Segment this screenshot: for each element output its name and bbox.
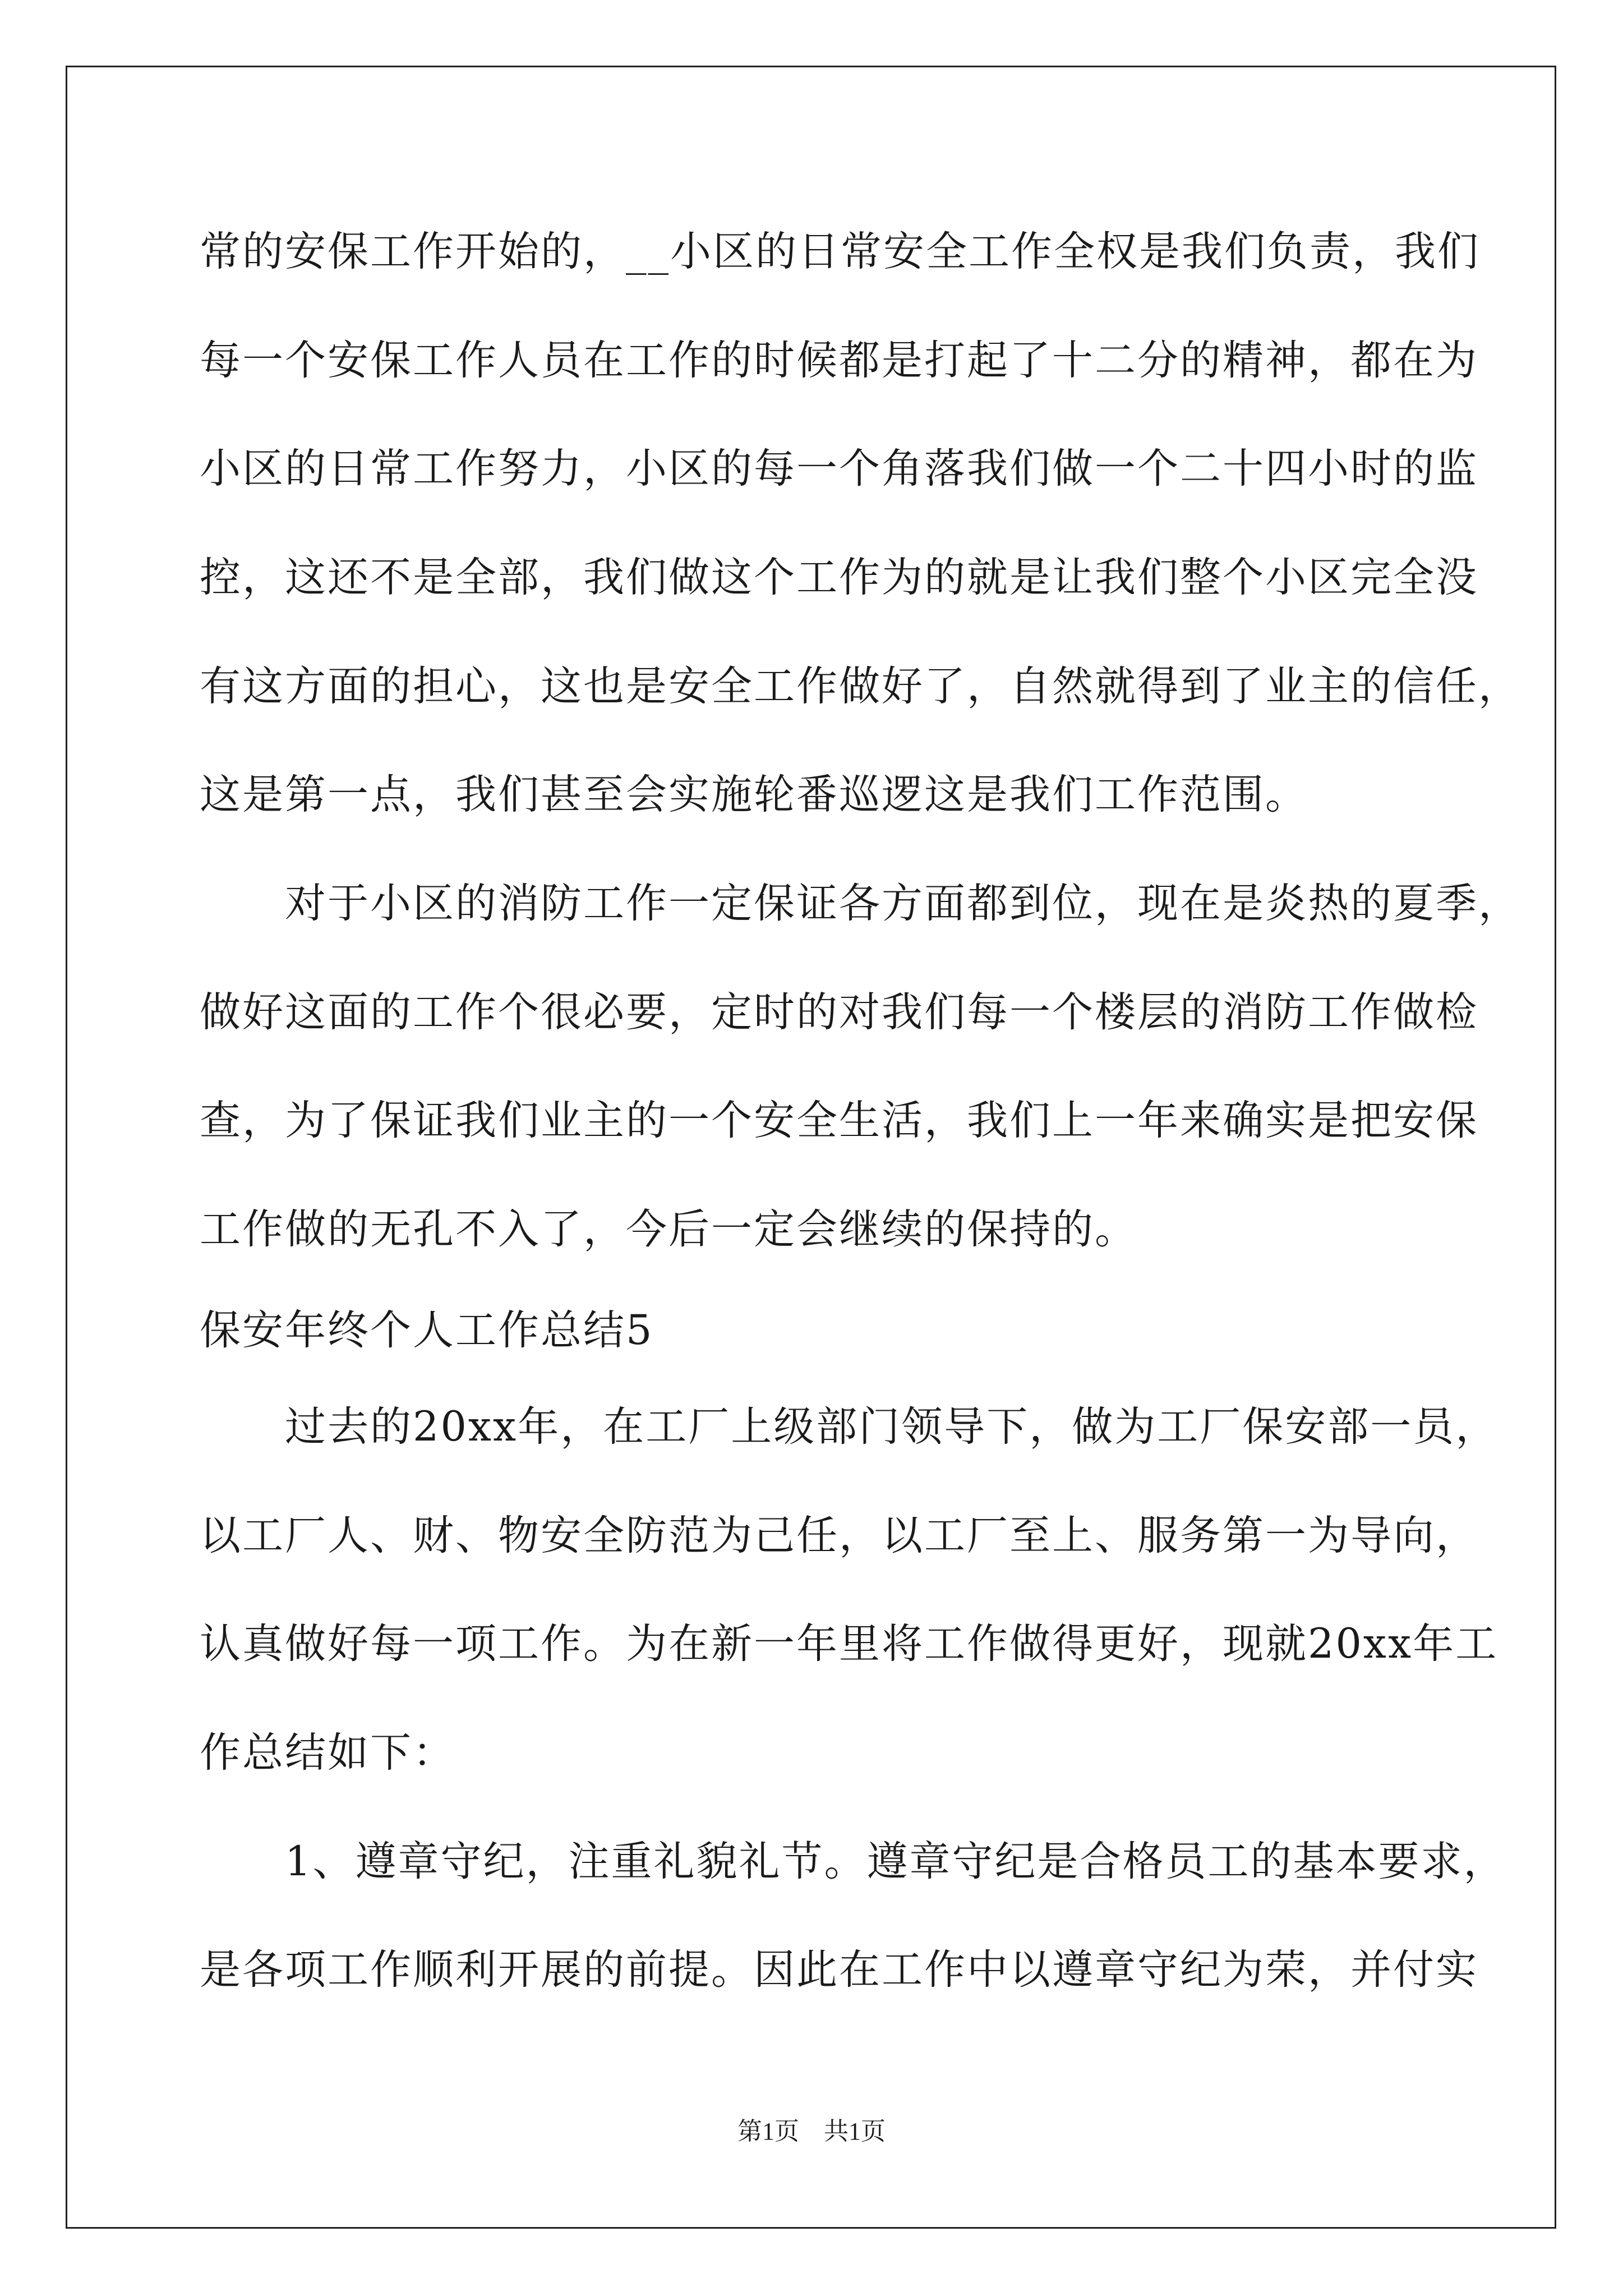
text-line: 查，为了保证我们业主的一个安全生活，我们上一年来确实是把安保 (200, 1097, 1478, 1144)
text-line: 常的安保工作开始的，__小区的日常安全工作全权是我们负责，我们 (200, 228, 1480, 275)
text-line: 每一个安保工作人员在工作的时候都是打起了十二分的精神，都在为 (200, 337, 1478, 384)
text-line: 以工厂人、财、物安全防范为己任，以工厂至上、服务第一为导向， (200, 1512, 1478, 1559)
text-line: 认真做好每一项工作。为在新一年里将工作做得更好，现就20xx年工 (200, 1620, 1498, 1668)
text-line: 作总结如下： (200, 1729, 455, 1777)
section-heading: 保安年终个人工作总结5 (200, 1306, 654, 1354)
page-footer: 第1页 共1页 (737, 2118, 886, 2145)
text-line: 对于小区的消防工作一定保证各方面都到位，现在是炎热的夏季， (200, 880, 1521, 927)
text-line: 控，这还不是全部，我们做这个工作为的就是让我们整个小区完全没 (200, 554, 1478, 601)
text-line: 工作做的无孔不入了，今后一定会继续的保持的。 (200, 1205, 1137, 1253)
text-line: 1、遵章守纪，注重礼貌礼节。遵章守纪是合格员工的基本要求， (200, 1838, 1506, 1885)
text-line: 做好这面的工作个很必要，定时的对我们每一个楼层的消防工作做检 (200, 988, 1478, 1036)
text-line: 过去的20xx年，在工厂上级部门领导下，做为工厂保安部一员， (200, 1403, 1498, 1451)
text-line: 这是第一点，我们甚至会实施轮番巡逻这是我们工作范围。 (200, 771, 1308, 818)
text-line: 小区的日常工作努力，小区的每一个角落我们做一个二十四小时的监 (200, 445, 1478, 493)
text-line: 有这方面的担心，这也是安全工作做好了，自然就得到了业主的信任， (200, 662, 1521, 710)
text-line: 是各项工作顺利开展的前提。因此在工作中以遵章守纪为荣，并付实 (200, 1946, 1478, 1994)
